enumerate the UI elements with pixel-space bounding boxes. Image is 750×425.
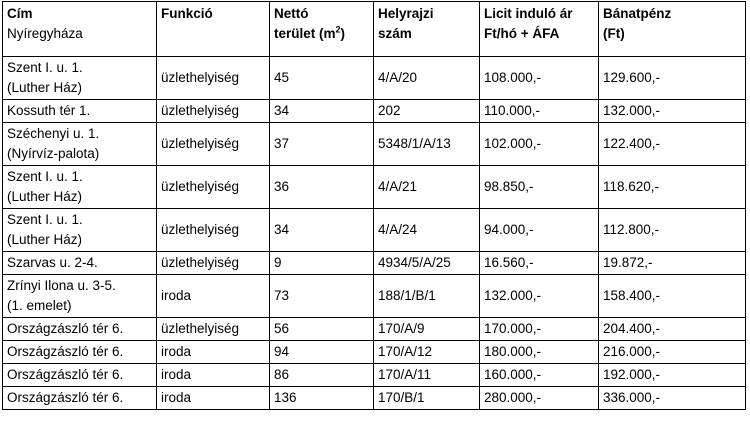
cell-deposit: 122.400,- [599,123,746,166]
cell-parcel: 170/A/9 [374,318,480,341]
address-line: Zrínyi Ilona u. 3-5. [7,278,116,293]
cell-area: 73 [270,275,374,318]
cell-area: 86 [270,364,374,387]
header-price-line1: Licit induló ár [484,6,573,21]
cell-deposit: 158.400,- [599,275,746,318]
header-address-line1: Cím [7,6,33,21]
cell-price: 108.000,- [480,57,599,100]
header-deposit-line2: (Ft) [603,26,625,41]
header-area [270,2,374,57]
header-parcel-line2: szám [378,26,412,41]
cell-area: 136 [270,387,374,410]
cell-function: üzlethelyiség [157,252,270,275]
cell-function: üzlethelyiség [157,100,270,123]
cell-address [3,341,157,364]
address-line: Országzászló tér 6. [7,321,124,336]
header-area-line2: terület (m [274,26,336,41]
address-line: Széchenyi u. 1. [7,126,100,141]
header-price-line2: Ft/hó + ÁFA [484,26,560,41]
cell-address [3,387,157,410]
cell-address [3,318,157,341]
cell-area: 37 [270,123,374,166]
address-line: Szent I. u. 1. [7,169,83,184]
address-line: Szent I. u. 1. [7,60,83,75]
cell-deposit: 132.000,- [599,100,746,123]
header-deposit-line1: Bánatpénz [603,6,672,21]
cell-deposit: 336.000,- [599,387,746,410]
cell-parcel: 5348/1/A/13 [374,123,480,166]
cell-price: 110.000,- [480,100,599,123]
cell-parcel: 4/A/24 [374,209,480,252]
table-row [3,318,746,341]
table-row [3,341,746,364]
table-body [3,57,746,410]
cell-function: üzlethelyiség [157,209,270,252]
cell-function: üzlethelyiség [157,57,270,100]
cell-function: iroda [157,341,270,364]
cell-area: 36 [270,166,374,209]
header-address [3,2,157,57]
cell-deposit: 216.000,- [599,341,746,364]
cell-address [3,123,157,166]
cell-parcel: 4/A/20 [374,57,480,100]
cell-parcel: 202 [374,100,480,123]
cell-function: üzlethelyiség [157,166,270,209]
header-function-label: Funkció [161,6,213,21]
cell-deposit: 129.600,- [599,57,746,100]
address-line: Országzászló tér 6. [7,344,124,359]
table-row [3,100,746,123]
address-line: Országzászló tér 6. [7,390,124,405]
header-parcel [374,2,480,57]
cell-parcel: 4934/5/A/25 [374,252,480,275]
address-line: Szarvas u. 2-4. [7,255,98,270]
header-parcel-line1: Helyrajzi [378,6,434,21]
table-row [3,166,746,209]
address-line: (Luther Ház) [7,189,83,204]
cell-address [3,275,157,318]
cell-price: 160.000,- [480,364,599,387]
cell-address [3,166,157,209]
cell-price: 180.000,- [480,341,599,364]
cell-deposit: 204.400,- [599,318,746,341]
cell-area: 34 [270,209,374,252]
cell-deposit: 118.620,- [599,166,746,209]
header-area-sup: 2 [335,24,341,35]
property-table [2,1,746,410]
header-price [480,2,599,57]
cell-parcel: 170/A/12 [374,341,480,364]
table-row [3,123,746,166]
cell-function: iroda [157,387,270,410]
table-row [3,209,746,252]
cell-price: 16.560,- [480,252,599,275]
cell-address [3,364,157,387]
cell-address [3,209,157,252]
cell-address [3,100,157,123]
address-line: (Nyírvíz-palota) [7,146,100,161]
cell-parcel: 188/1/B/1 [374,275,480,318]
cell-price: 132.000,- [480,275,599,318]
table-row [3,57,746,100]
cell-price: 170.000,- [480,318,599,341]
address-line: (Luther Ház) [7,80,83,95]
table-row [3,252,746,275]
cell-function: iroda [157,364,270,387]
cell-parcel: 4/A/21 [374,166,480,209]
cell-price: 280.000,- [480,387,599,410]
cell-area: 56 [270,318,374,341]
cell-area: 34 [270,100,374,123]
cell-area: 94 [270,341,374,364]
cell-address [3,252,157,275]
table-row [3,387,746,410]
header-function [157,2,270,57]
header-area-line1: Nettó [274,6,309,21]
header-deposit [599,2,746,57]
address-line: (1. emelet) [7,298,72,313]
cell-parcel: 170/B/1 [374,387,480,410]
cell-function: iroda [157,275,270,318]
cell-deposit: 112.800,- [599,209,746,252]
address-line: (Luther Ház) [7,232,83,247]
cell-deposit: 192.000,- [599,364,746,387]
address-line: Országzászló tér 6. [7,367,124,382]
table-row [3,275,746,318]
table-row [3,364,746,387]
cell-deposit: 19.872,- [599,252,746,275]
address-line: Kossuth tér 1. [7,103,91,118]
header-address-line2: Nyíregyháza [7,26,83,41]
header-row [3,2,746,57]
cell-area: 9 [270,252,374,275]
cell-price: 102.000,- [480,123,599,166]
cell-price: 98.850,- [480,166,599,209]
cell-area: 45 [270,57,374,100]
cell-function: üzlethelyiség [157,318,270,341]
cell-price: 94.000,- [480,209,599,252]
header-area-close: ) [340,26,346,41]
cell-address [3,57,157,100]
cell-function: üzlethelyiség [157,123,270,166]
cell-parcel: 170/A/11 [374,364,480,387]
address-line: Szent I. u. 1. [7,212,83,227]
